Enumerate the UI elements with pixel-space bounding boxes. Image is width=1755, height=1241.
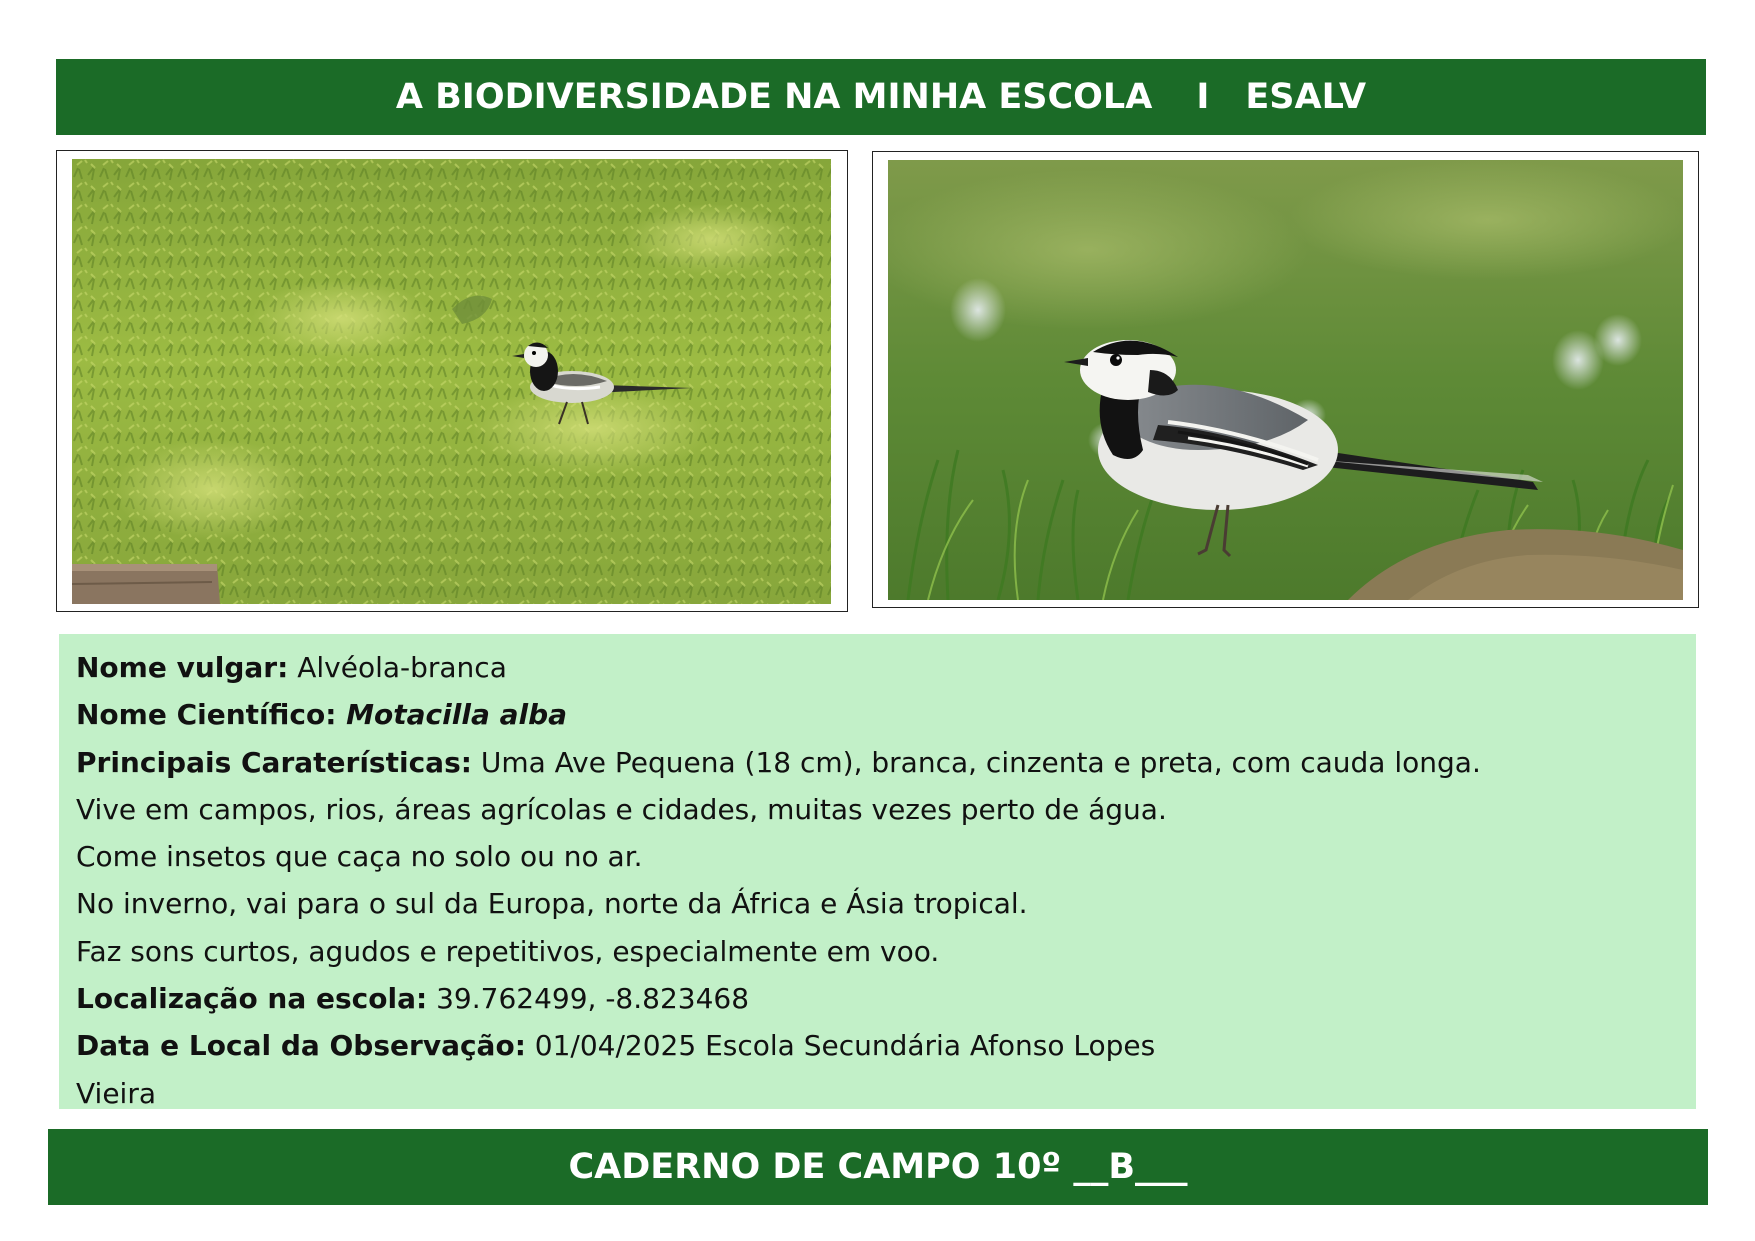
common-name-label: Nome vulgar: [76,651,289,684]
photo-frame-right [872,151,1699,608]
footer-bar [48,1129,1708,1205]
observation-line-cont: Vieira [76,1076,156,1110]
migration-line: No inverno, vai para o sul da Europa, norte da África e Ásia tropical. [76,887,1028,921]
header-school: ESALV [1245,77,1367,117]
common-name-line [76,644,1679,691]
observation-value: 01/04/2025 Escola Secundária Afonso Lopes [525,1029,1156,1063]
features-value: Uma Ave Pequena (18 cm), branca, cinzenta e preta, com cauda longa. [471,745,1481,779]
header-bar [56,59,1706,135]
header-title: A BIODIVERSIDADE NA MINHA ESCOLA [395,77,1153,117]
header-separator: I [1196,77,1210,117]
location-line [76,975,1679,1022]
features-label: Principais Caraterísticas: [76,745,472,779]
location-label: Localização na escola: [76,982,428,1016]
common-name-value: Alvéola-branca [288,651,507,684]
photo-white-wagtail-closeup [888,160,1683,600]
species-info-box [59,634,1696,1109]
scientific-name-value: Motacilla alba [336,698,568,732]
features-line [76,739,1679,786]
observation-label: Data e Local da Observação: [76,1029,526,1063]
location-value: 39.762499, -8.823468 [427,982,750,1016]
habitat-line: Vive em campos, rios, áreas agrícolas e cidades, muitas vezes perto de água. [76,792,1167,826]
song-line: Faz sons curtos, agudos e repetitivos, especialmente em voo. [76,934,940,968]
scientific-name-line [76,691,1679,738]
photo-frame-left [56,150,848,612]
photo-white-wagtail-on-lawn [72,159,831,604]
footer-title: CADERNO DE CAMPO 10º __B___ [568,1147,1188,1187]
scientific-name-label: Nome Científico: [76,698,337,732]
observation-line [76,1022,1679,1069]
diet-line: Come insetos que caça no solo ou no ar. [76,840,643,874]
